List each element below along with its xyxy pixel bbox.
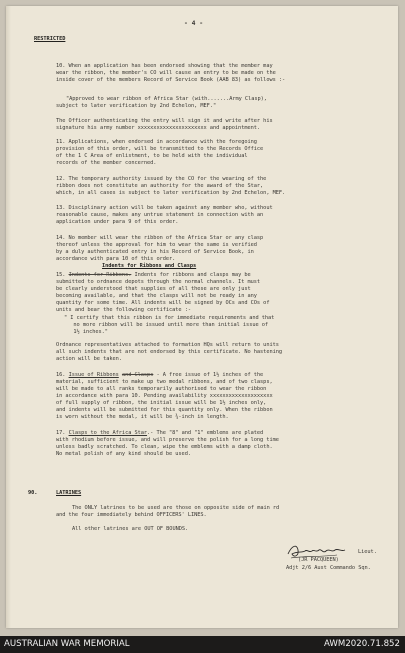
para90-out-of-bounds: All other latrines are OUT OF BOUNDS. [72,526,189,532]
signature-name: (JR PACQUEEN) [298,557,339,563]
para15-after: all such indents that are not endorsed by this certificate. No hastening [56,349,283,355]
para15-certificate: 1½ inches." [64,329,108,335]
para11-line: 11. Applications, when endorsed in accordance with the foregoing [56,139,257,145]
footer-institution: AUSTRALIAN WAR MEMORIAL [4,639,130,649]
para17-line: unless badly scratched. To clean, wipe the emblems with a damp cloth. [56,444,273,450]
para10-line: inside cover of the members Record of Service Book (AAB 83) as follows :- [56,77,286,83]
para15-certificate: " I certify that this ribbon is for immediate requirements and that [64,315,275,321]
para16-heading-rest: - A free issue of 1½ inches of the [153,372,264,378]
para14-line: by a duly authenticated entry in his Record of Service Book, in [56,249,254,255]
section-heading: RESTRICTED [34,36,66,42]
para16-line: of full supply of ribbon, the initial issue will be 1½ inches only, [56,400,267,406]
signature-appointment: Adjt 2/6 Aust Commando Sqn. [286,565,371,571]
para15-line: quantity for some time. All indents will be signed by OCs and COs of [56,300,270,306]
para10-after: The Officer authenticating the entry will sign it and write after his [56,118,273,124]
para15-heading-struck: Indents for Ribbons. [68,272,132,278]
para11-line: of the 1 C Area of enlistment, to be held with the individual [56,153,248,159]
para10-line: 10. When an application has been endorsed showing that the member may [56,63,273,69]
para14-line: accordance with para 10 of this order. [56,256,176,262]
page-edge-shadow [6,6,11,628]
para15-certificate: no more ribbon will be issued until more than initial issue of [64,322,269,328]
para15-after: action will be taken. [56,356,122,362]
para16-line: in accordance with para 10. Pending availability xxxxxxxxxxxxxxxxxxxx [56,393,273,399]
para15-line: be clearly understood that supplies of all these are only just [56,286,251,292]
para14-line: thereof unless the approval for him to wear the same is verified [56,242,257,248]
para11-line: provision of this order, will be transmitted to the Records Office [56,146,264,152]
indents-subheading: Indents for Ribbons and Clasps [102,263,197,269]
signature-rank: Lieut. [358,549,377,555]
para16-line: material, sufficient to make up two medal ribbons, and of two clasps, [56,379,273,385]
para12-line: ribbon does not constitute an authority for the award of the Star, [56,183,264,189]
para12-line: which, in all cases is subject to later verification by 2nd Echelon, MEF. [56,190,286,196]
para17-line: with rhodium before issue, and will preserve the polish for a long time [56,437,279,443]
para90-line: The ONLY latrines to be used are those on opposite side of main rd [72,505,280,511]
para16-heading: Issue of Ribbons [68,372,119,378]
para16-line: and indents will be submitted for this quantity only. When the ribbon [56,407,273,413]
para13-line: application under para 9 of this order. [56,219,179,225]
para15-heading-rest: Indents for ribbons and clasps may be [131,272,251,278]
para11-line: records of the member concerned. [56,160,157,166]
para15-line: becoming available, and that the clasps will not be ready in any [56,293,257,299]
para90-heading: LATRINES [56,490,82,496]
para15-after: Ordnance representatives attached to formation HQs will return to units [56,342,279,348]
para15-line: units and bear the following certificate :- [56,307,191,313]
para90-line: and the four immediately behind OFFICERS' LINES. [56,512,207,518]
archive-footer [0,636,405,653]
para10-quote: subject to later verification by 2nd Echelon, MEF." [56,103,217,109]
para10-quote: "Approved to wear ribbon of Africa Star (with.......Army Clasp), [66,96,267,102]
para10-line: wear the ribbon, the member's CO will cause an entry to be made on the [56,70,276,76]
page-number: - 4 - [184,19,203,27]
para10-after: signature his army number xxxxxxxxxxxxxxxxxxxxxx and appointment. [56,125,261,131]
para17-heading: Clasps to the Africa Star [68,430,148,436]
para12-line: 12. The temporary authority issued by the CO for the wearing of the [56,176,267,182]
para16-number: 16. [56,372,66,378]
para17-heading-rest: .- The "8" and "1" emblems are plated [147,430,264,436]
para17-line: No metal polish of any kind should be used. [56,451,191,457]
footer-accession-number: AWM2020.71.852 [324,639,400,649]
para17-number: 17. [56,430,66,436]
para90-number: 90. [28,490,38,496]
para16-line: will be made to all ranks temporarily authorised to wear the ribbon [56,386,267,392]
para16-heading-struck: and Clasps [121,372,154,378]
para14-line: 14. No member will wear the ribbon of the Africa Star or any clasp [56,235,264,241]
para16-line: is worn without the medal, it will be ¾-inch in length. [56,414,229,420]
para15-number: 15. [56,272,66,278]
para13-line: 13. Disciplinary action will be taken against any member who, without [56,205,273,211]
document-page [6,6,398,628]
para15-line: submitted to ordnance depots through the normal channels. It must [56,279,261,285]
para13-line: reasonable cause, makes any untrue statement in connection with an [56,212,264,218]
